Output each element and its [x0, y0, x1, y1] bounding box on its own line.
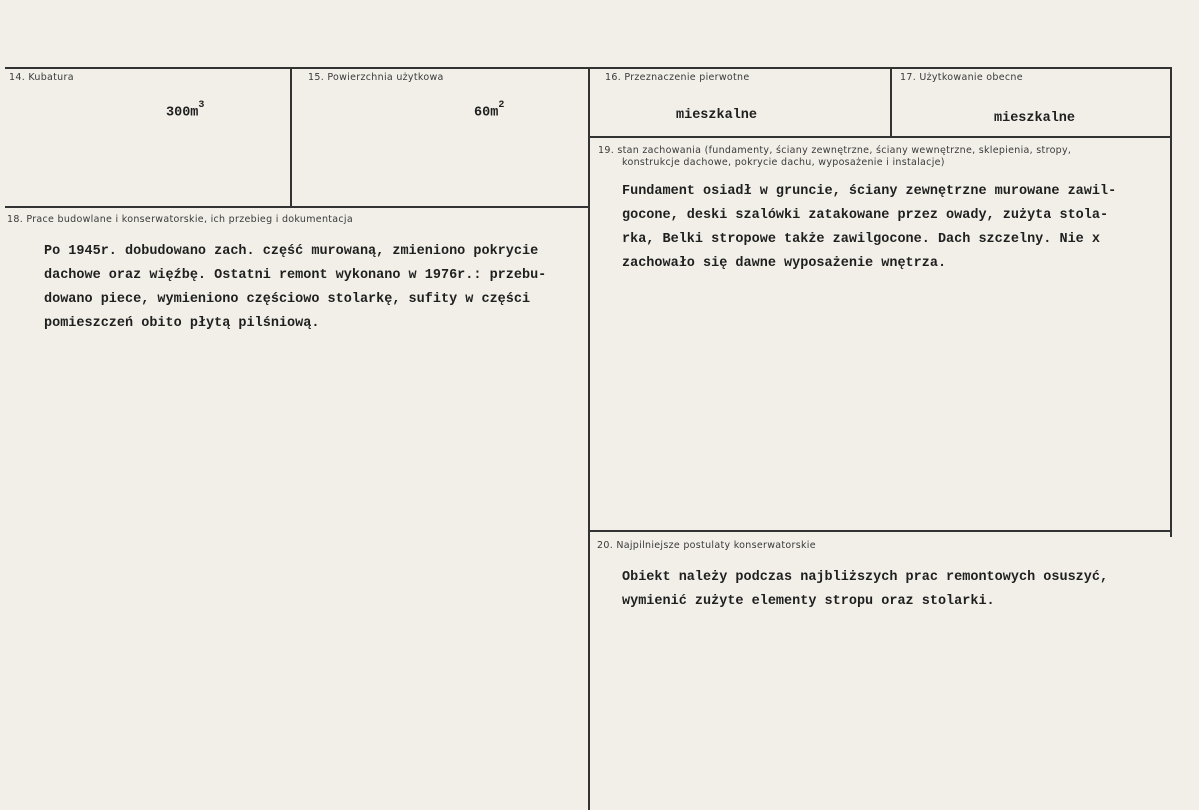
- main-divider: [588, 67, 590, 810]
- field-19-text: [622, 180, 1116, 276]
- area-unit-exponent: 2: [498, 100, 505, 111]
- field-14-value: [166, 100, 205, 121]
- divider-14-15: [290, 67, 292, 207]
- field-18-line: dowano piece, wymieniono częściowo stolarkę, sufity w części: [44, 292, 531, 307]
- divider-16-17: [890, 67, 892, 137]
- field-18-label: 18. Prace budowlane i konserwatorskie, ich przebieg i dokumentacja: [7, 214, 353, 225]
- field-19-line: zachowało się dawne wyposażenie wnętrza.: [622, 256, 947, 271]
- area-number: 60m: [474, 105, 499, 121]
- field-19-label-line1: 19. stan zachowania (fundamenty, ściany zewnętrzne, ściany wewnętrzne, sklepienia, stropy,: [598, 145, 1072, 156]
- field-20-text: [622, 566, 1108, 614]
- row-divider-right-bottom: [590, 530, 1172, 532]
- field-16-label: 16. Przeznaczenie pierwotne: [605, 72, 750, 83]
- field-19-label: [598, 145, 1071, 169]
- field-16-value: mieszkalne: [676, 108, 758, 123]
- field-17-value: mieszkalne: [994, 111, 1076, 126]
- field-18-line: pomieszczeń obito płytą pilśniową.: [44, 316, 320, 331]
- field-17-label: 17. Użytkowanie obecne: [900, 72, 1023, 83]
- field-14-label: 14. Kubatura: [9, 72, 74, 83]
- field-20-line: Obiekt należy podczas najbliższych prac remontowych osuszyć,: [622, 570, 1109, 585]
- field-19-label-line2: konstrukcje dachowe, pokrycie dachu, wyposażenie i instalacje): [622, 157, 945, 168]
- volume-unit-exponent: 3: [198, 100, 205, 111]
- field-18-line: dachowe oraz więźbę. Ostatni remont wykonano w 1976r.: przebu-: [44, 268, 547, 283]
- volume-number: 300m: [166, 105, 199, 121]
- field-19-line: rka, Belki stropowe także zawilgocone. Dach szczelny. Nie x: [622, 232, 1100, 247]
- field-18-line: Po 1945r. dobudowano zach. część murowaną, zmieniono pokrycie: [44, 244, 539, 259]
- field-20-line: wymienić zużyte elementy stropu oraz stolarki.: [622, 594, 995, 609]
- field-20-label: 20. Najpilniejsze postulaty konserwatorskie: [597, 540, 816, 551]
- field-18-text: [44, 240, 546, 336]
- row-divider-right-top: [590, 136, 1172, 138]
- field-15-value: [474, 100, 505, 121]
- field-19-line: Fundament osiadł w gruncie, ściany zewnętrzne murowane zawil-: [622, 184, 1117, 199]
- field-19-line: gocone, deski szalówki zatakowane przez owady, zużyta stola-: [622, 208, 1109, 223]
- field-15-label: 15. Powierzchnia użytkowa: [308, 72, 444, 83]
- row-divider-left: [5, 206, 590, 208]
